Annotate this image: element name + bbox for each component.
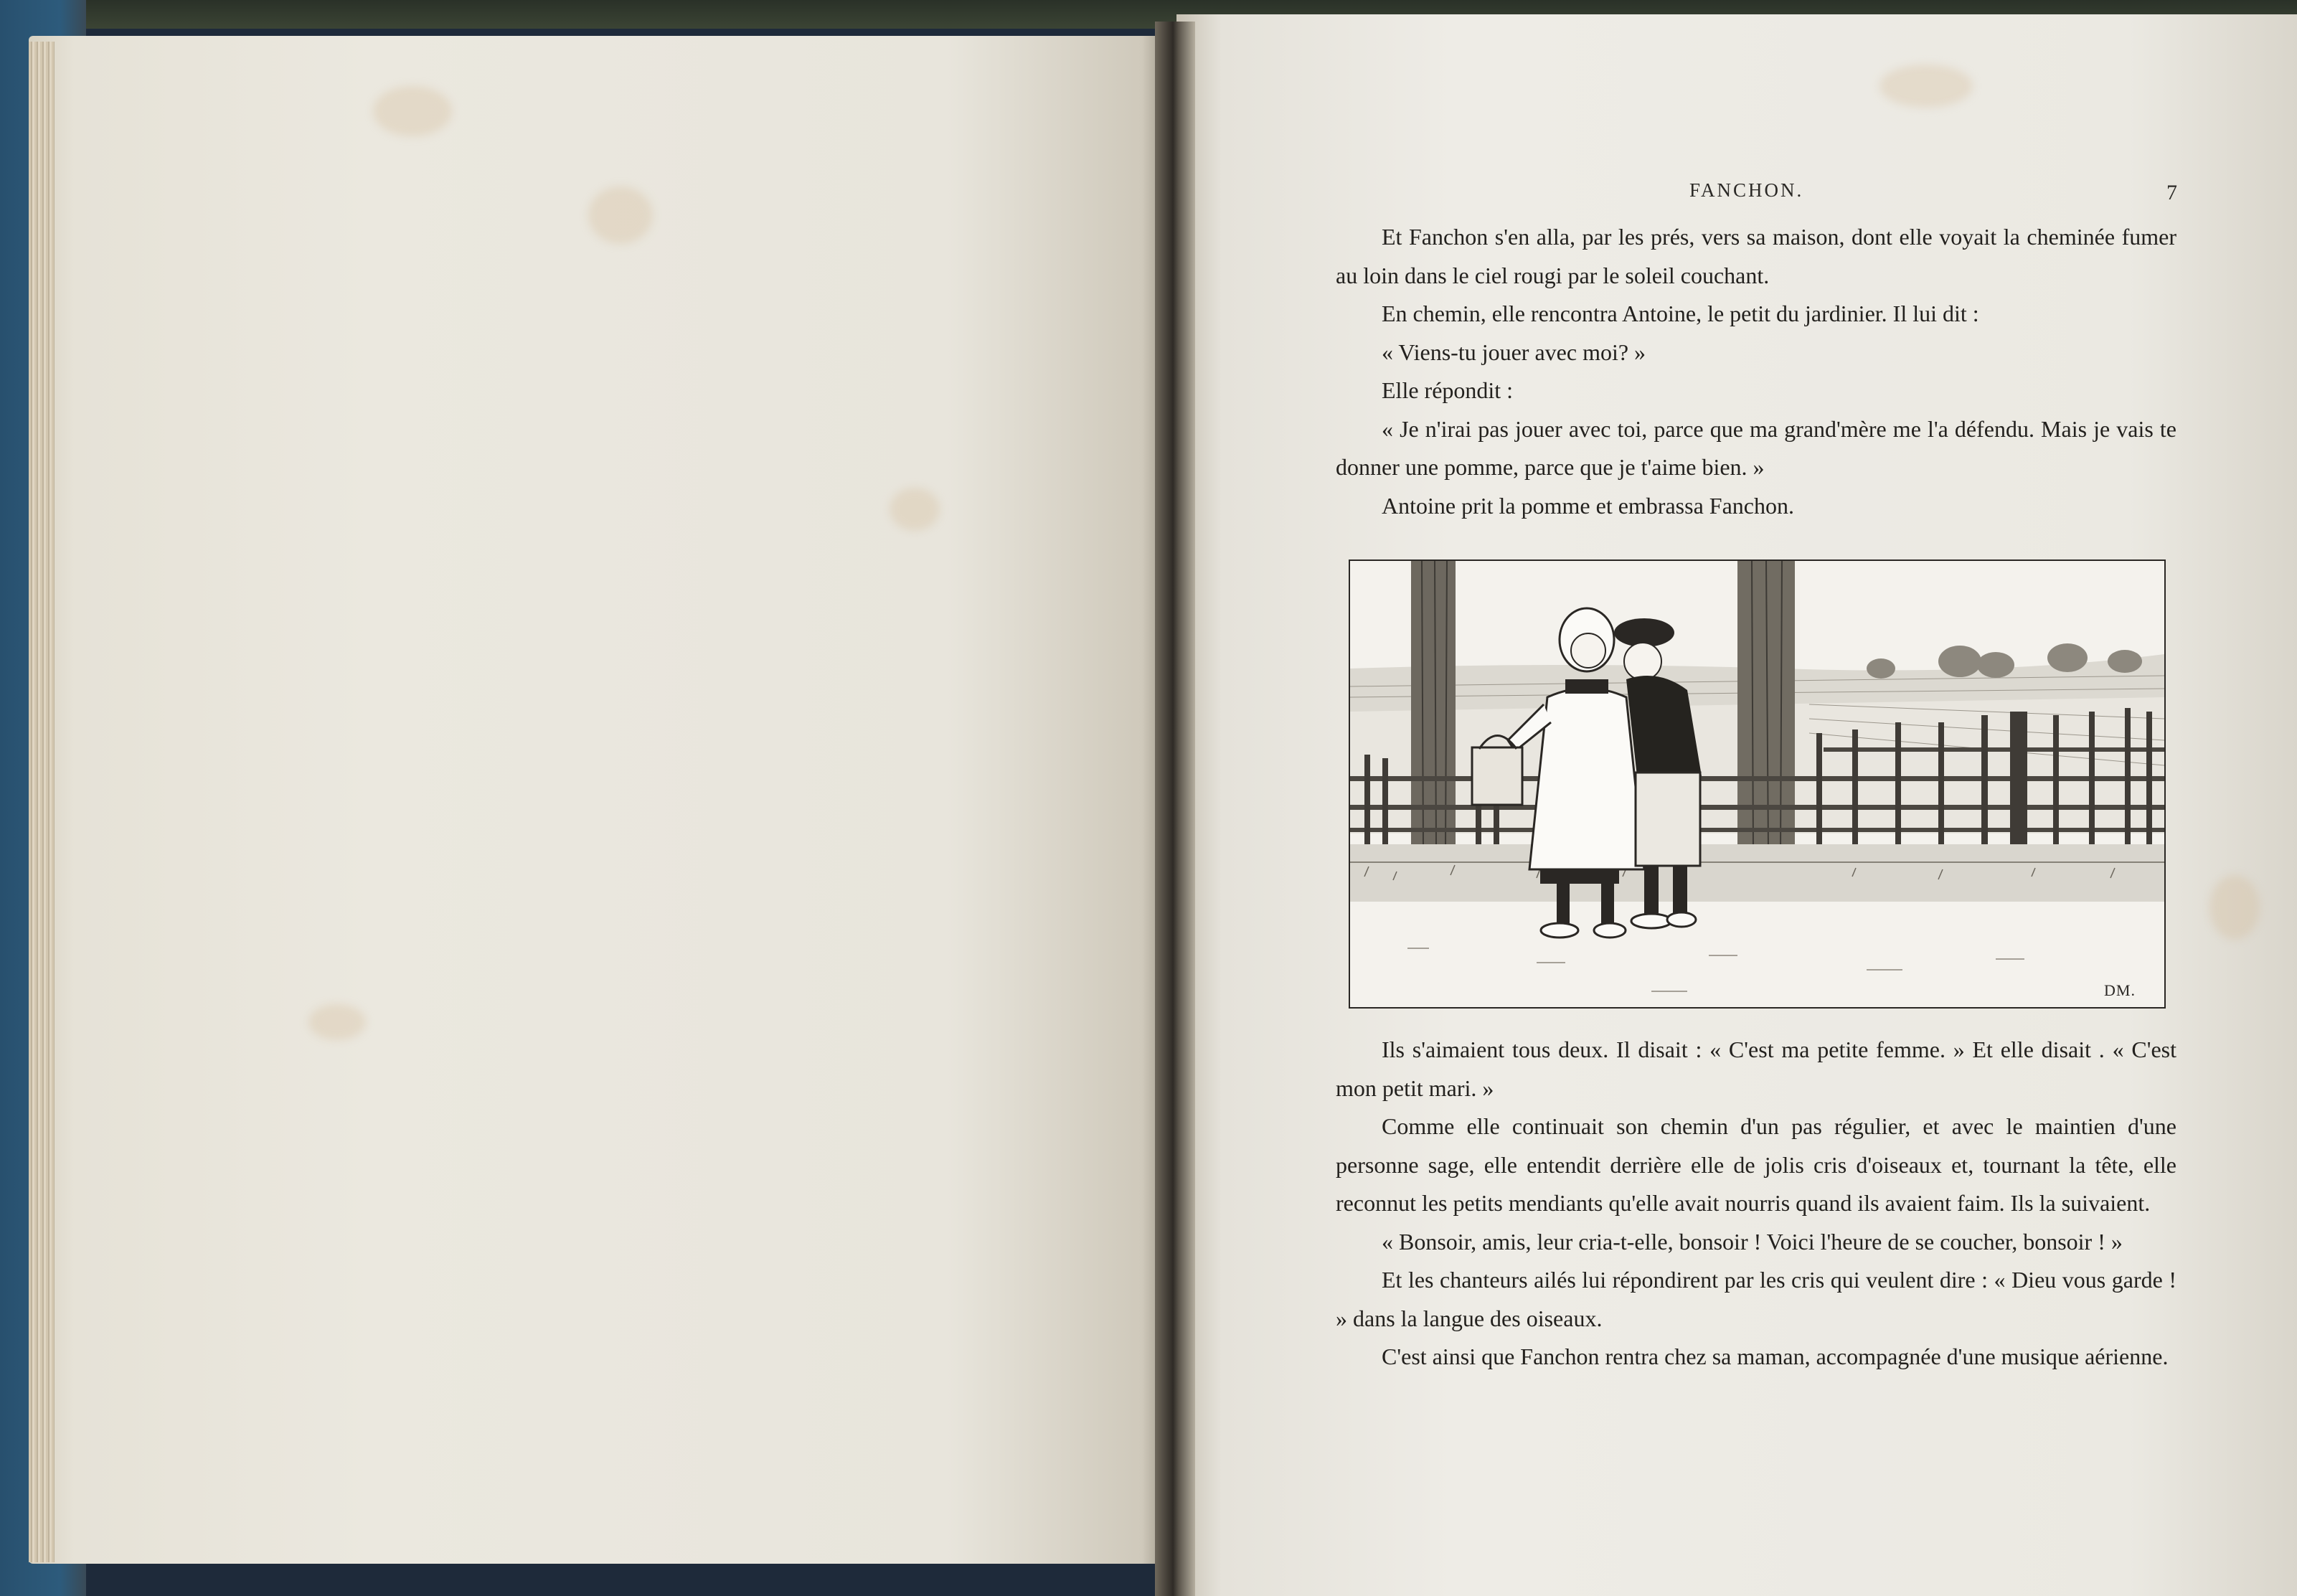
running-title: FANCHON. <box>1689 179 1804 201</box>
text-block-top <box>1336 218 2176 525</box>
illustrator-signature: DM. <box>2104 981 2136 999</box>
paragraph: Antoine prit la pomme et embrassa Fanchon. <box>1382 492 1794 519</box>
paper-stain <box>588 186 653 244</box>
paragraph: Elle répondit : <box>1382 377 1514 403</box>
paragraph: En chemin, elle rencontra Antoine, le petit du jardinier. Il lui dit : <box>1382 301 1979 326</box>
paragraph: Et les chanteurs ailés lui répondirent par les cris qui veulent dire : « Dieu vous garde ! » dans la langue des oiseaux. <box>1336 1267 2176 1331</box>
left-page-blank <box>29 36 1176 1564</box>
paragraph: C'est ainsi que Fanchon rentra chez sa maman, accompagnée d'une musique aérienne. <box>1382 1344 2169 1369</box>
paragraph: « Je n'irai pas jouer avec toi, parce que ma grand'mère me l'a défendu. Mais je vais te donner une pomme, parce que je t'aime bien. » <box>1336 415 2176 480</box>
book-gutter <box>1155 22 1195 1596</box>
page-number: 7 <box>2166 181 2177 204</box>
paper-stain <box>373 86 452 136</box>
paper-stain <box>308 1004 366 1040</box>
illustration-drawing <box>1350 561 2164 1007</box>
text-block-bottom <box>1336 1031 2176 1377</box>
paragraph: Ils s'aimaient tous deux. Il disait : « C'est ma petite femme. » Et elle disait . « C'est mon petit mari. » <box>1336 1037 2176 1101</box>
paragraph: Et Fanchon s'en alla, par les prés, vers sa maison, dont elle voyait la cheminée fumer au loin dans le ciel rougi par le soleil couchant. <box>1336 224 2176 288</box>
left-page-edges <box>29 42 55 1562</box>
paragraph: « Viens-tu jouer avec moi? » <box>1382 339 1646 365</box>
illustration-children-by-fence <box>1349 559 2166 1009</box>
paper-stain <box>1879 65 1973 108</box>
paragraph: « Bonsoir, amis, leur cria-t-elle, bonsoir ! Voici l'heure de se coucher, bonsoir ! » <box>1382 1228 2123 1255</box>
paragraph: Comme elle continuait son chemin d'un pas régulier, et avec le maintien d'une personne sage, elle entendit derrière elle de jolis cris d'oiseaux et, tournant la tête, elle reconnut les petits mendiants qu'elle avait nourris quand ils avaient faim. Ils la suivaient. <box>1336 1113 2176 1216</box>
paper-stain <box>2209 875 2260 940</box>
paper-stain <box>890 488 940 531</box>
